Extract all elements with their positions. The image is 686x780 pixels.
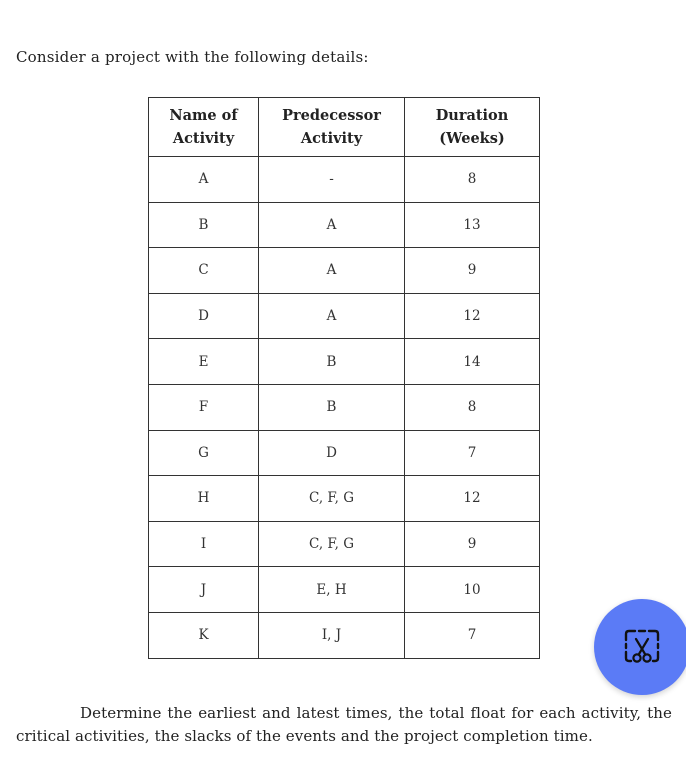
header-name-of-activity: [149, 98, 259, 157]
screenshot-capture-button[interactable]: [594, 599, 686, 695]
activity-cell: J: [149, 567, 259, 613]
predecessor-cell: A: [259, 293, 405, 339]
table-row: [149, 521, 540, 567]
duration-cell: 14: [405, 339, 540, 385]
intro-text: Consider a project with the following details:: [16, 48, 369, 66]
header-line: Duration: [435, 107, 509, 124]
duration-cell: 7: [405, 612, 540, 658]
activity-cell: K: [149, 612, 259, 658]
table-row: [149, 430, 540, 476]
duration-cell: 13: [405, 202, 540, 248]
duration-cell: 12: [405, 476, 540, 522]
activity-cell: I: [149, 521, 259, 567]
predecessor-cell: A: [259, 248, 405, 294]
predecessor-cell: -: [259, 157, 405, 203]
duration-cell: 9: [405, 521, 540, 567]
predecessor-cell: B: [259, 339, 405, 385]
table-row: [149, 567, 540, 613]
duration-cell: 10: [405, 567, 540, 613]
table-row: [149, 476, 540, 522]
header-line: (Weeks): [439, 130, 505, 147]
table-header-row: [149, 98, 540, 157]
table-row: [149, 293, 540, 339]
header-predecessor-activity: [259, 98, 405, 157]
activity-table: [148, 97, 540, 659]
predecessor-cell: I, J: [259, 612, 405, 658]
table-row: [149, 339, 540, 385]
activity-cell: B: [149, 202, 259, 248]
duration-cell: 8: [405, 384, 540, 430]
activity-cell: G: [149, 430, 259, 476]
table-row: [149, 612, 540, 658]
duration-cell: 9: [405, 248, 540, 294]
predecessor-cell: D: [259, 430, 405, 476]
activity-cell: C: [149, 248, 259, 294]
scissors-screenshot-icon: [620, 627, 664, 667]
predecessor-cell: B: [259, 384, 405, 430]
duration-cell: 12: [405, 293, 540, 339]
header-line: Predecessor: [282, 107, 381, 124]
activity-cell: D: [149, 293, 259, 339]
predecessor-cell: E, H: [259, 567, 405, 613]
activity-cell: F: [149, 384, 259, 430]
duration-cell: 7: [405, 430, 540, 476]
header-line: Activity: [172, 130, 235, 147]
predecessor-cell: C, F, G: [259, 476, 405, 522]
table-row: [149, 157, 540, 203]
header-line: Activity: [300, 130, 363, 147]
activity-cell: H: [149, 476, 259, 522]
question-text: Determine the earliest and latest times, the total float for each activity, the critical activities, the slacks of the events and the project completion time.: [16, 704, 672, 745]
table-row: [149, 248, 540, 294]
predecessor-cell: A: [259, 202, 405, 248]
table-row: [149, 202, 540, 248]
header-duration: [405, 98, 540, 157]
activity-cell: E: [149, 339, 259, 385]
header-line: Name of: [169, 107, 238, 124]
table-row: [149, 384, 540, 430]
predecessor-cell: C, F, G: [259, 521, 405, 567]
activity-cell: A: [149, 157, 259, 203]
duration-cell: 8: [405, 157, 540, 203]
